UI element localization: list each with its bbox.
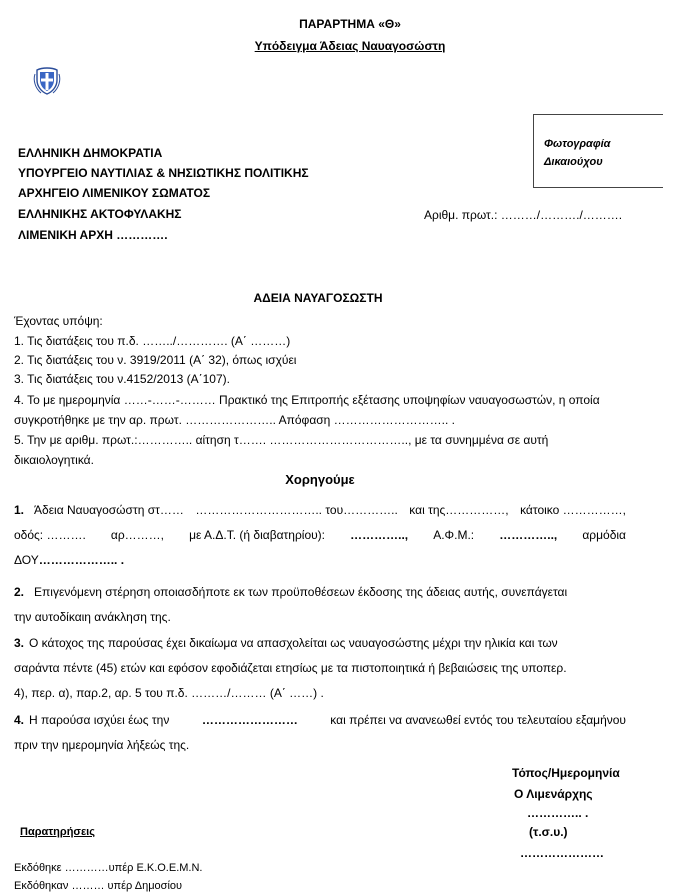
clause-4-line-2: πριν την ημερομηνία λήξεώς της. <box>14 738 190 752</box>
clause-1-part: κάτοικο ……………, <box>520 503 626 517</box>
remarks-line-1: Εκδόθηκε …………υπέρ Ε.Κ.Ο.Ε.Μ.Ν. <box>14 862 203 874</box>
clause-3-line-2: σαράντα πέντε (45) ετών και εφόσον εφοδιάζεται ετησίως με τα πιστοποιητικά ή βεβαιώσεις της υποπερ. <box>14 661 567 675</box>
clause-1-part: αρμόδια <box>582 528 626 542</box>
photo-box <box>533 114 663 188</box>
greek-coat-of-arms-icon <box>32 66 62 96</box>
authority-line-4: ΕΛΛΗΝΙΚΗΣ ΑΚΤΟΦΥΛΑΚΗΣ <box>18 207 182 221</box>
signature-name-dots: ………………… <box>520 846 604 860</box>
considering-item-5b: δικαιολογητικά. <box>14 453 94 467</box>
clause-4-number: 4. <box>14 713 25 727</box>
considering-item-2: 2. Τις διατάξεις του ν. 3919/2011 (Α΄ 32), όπως ισχύει <box>14 353 297 367</box>
clause-3-line-1 <box>14 636 558 650</box>
clause-4-date-dots: …………………… <box>201 713 298 727</box>
authority-line-5: ΛΙΜΕΝΙΚΗ ΑΡΧΗ …………. <box>18 228 168 242</box>
clause-1-part: ………….., <box>499 528 558 542</box>
document-subtitle: Υπόδειγμα Άδειας Ναυαγοσώστη <box>254 39 446 53</box>
clause-2-number: 2. <box>14 585 25 599</box>
clause-1-part: Α.Φ.Μ.: <box>433 528 475 542</box>
clause-3-line-3: 4), περ. α), παρ.2, αρ. 5 του π.δ. ………/……… (Α΄ ……) . <box>14 686 324 700</box>
clause-1-part: οδός: ………. <box>14 528 86 542</box>
considering-item-4a: 4. Το με ημερομηνία ……-……-……… Πρακτικό της Επιτροπής εξέτασης υποψηφίων ναυαγοσωστών, η οποία <box>14 393 600 407</box>
clause-4-text-c: και πρέπει να ανανεωθεί εντός του τελευταίου εξαμήνου <box>330 713 626 727</box>
place-date-label: Τόπος/Ημερομηνία <box>512 766 620 780</box>
considering-item-5a: 5. Την με αριθμ. πρωτ.:………….. αίτηση τ……. …………………………….., με τα συνημμένα σε αυτή <box>14 433 549 447</box>
remarks-line-2: Εκδόθηκαν ……… υπέρ Δημοσίου <box>14 880 183 892</box>
authority-line-2: ΥΠΟΥΡΓΕΙΟ ΝΑΥΤΙΛΙΑΣ & ΝΗΣΙΩΤΙΚΗΣ ΠΟΛΙΤΙΚΗΣ <box>18 166 309 180</box>
photo-label-1: Φωτογραφία <box>544 138 611 150</box>
clause-1-tax-office-dots: ……………….. . <box>38 553 125 567</box>
clause-1-part: αρ………, <box>110 528 165 542</box>
considering-item-4b: συγκροτήθηκε με την αρ. πρωτ. ………………….. Απόφαση ……………………….. . <box>14 413 455 427</box>
authority-line-1: ΕΛΛΗΝΙΚΗ ΔΗΜΟΚΡΑΤΙΑ <box>18 146 163 160</box>
photo-label-2: Δικαιούχου <box>544 156 603 168</box>
clause-1-line-3 <box>14 553 124 567</box>
clause-1-part: και της……………, <box>409 503 509 517</box>
considering-item-1: 1. Τις διατάξεις του π.δ. ……../…………. (Α΄ ………) <box>14 334 291 348</box>
signature-dots: ………….. . <box>527 806 589 820</box>
considering-intro: Έχοντας υπόψη: <box>14 314 103 328</box>
clause-1-part: με Α.Δ.Τ. (ή διαβατηρίου): <box>189 528 326 542</box>
clause-1-line-1 <box>14 503 626 517</box>
clause-1-tax-office-label: ΔΟΥ <box>14 553 39 567</box>
clause-2-line-2: την αυτοδίκαιη ανάκληση της. <box>14 610 171 624</box>
stamp-label: (τ.σ.υ.) <box>529 825 568 839</box>
clause-1-number: 1. <box>14 503 25 517</box>
license-title: ΑΔΕΙΑ ΝΑΥΑΓΟΣΩΣΤΗ <box>253 291 383 305</box>
clause-4-text-a: Η παρούσα ισχύει έως την <box>29 713 170 727</box>
considering-item-3: 3. Τις διατάξεις του ν.4152/2013 (Α΄107). <box>14 372 230 386</box>
clause-1-part: Άδεια Ναυαγοσώστη στ…… <box>34 503 184 517</box>
clause-1-part: ………………………….. του………….. <box>195 503 398 517</box>
authority-line-3: ΑΡΧΗΓΕΙΟ ΛΙΜΕΝΙΚΟΥ ΣΩΜΑΤΟΣ <box>18 186 211 200</box>
clause-1-line-2 <box>14 528 626 542</box>
clause-2-line-1 <box>14 585 567 599</box>
clause-2-text: Επιγενόμενη στέρηση οποιασδήποτε εκ των προϋποθέσεων έκδοσης της άδειας αυτής, συνεπάγεται <box>34 585 568 599</box>
protocol-number: Αριθμ. πρωτ.: ………/………./………. <box>424 208 623 222</box>
grant-heading: Χορηγούμε <box>285 472 355 487</box>
annex-title: ΠΑΡΑΡΤΗΜΑ «Θ» <box>299 17 401 31</box>
clause-1-part: ………….., <box>350 528 409 542</box>
clause-3-text: Ο κάτοχος της παρούσας έχει δικαίωμα να απασχολείται ως ναυαγοσώστης μέχρι την ηλικία και των <box>29 636 558 650</box>
remarks-heading: Παρατηρήσεις <box>20 826 95 838</box>
clause-4-line-1 <box>14 713 626 727</box>
clause-3-number: 3. <box>14 636 25 650</box>
harbour-master-label: Ο Λιμενάρχης <box>514 787 593 801</box>
